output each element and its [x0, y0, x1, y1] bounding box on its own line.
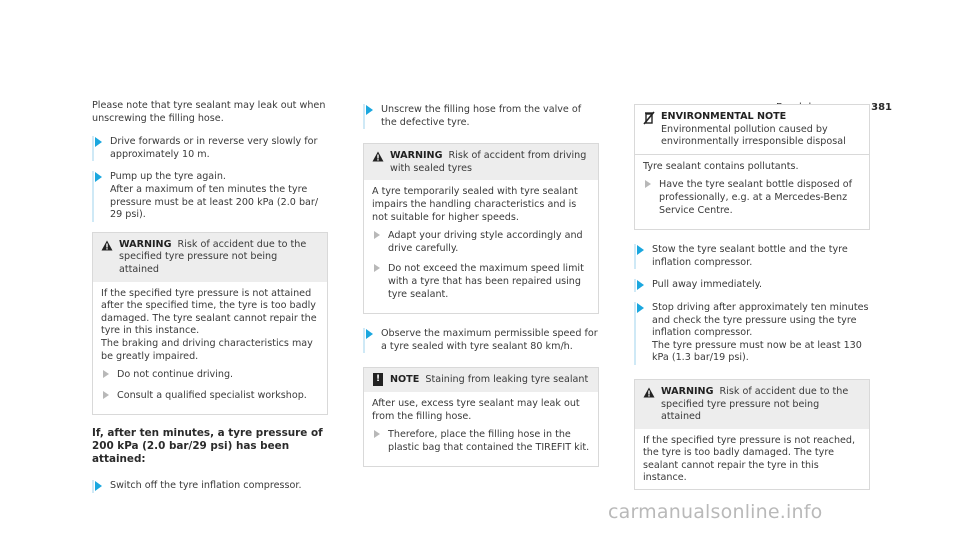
- step-text: Pump up the tyre again. After a maximum of ten minutes the tyre pressure must be at least 200 kPa (2.0 bar/ 29 psi).: [110, 171, 319, 221]
- arrow-right-icon: [103, 391, 109, 399]
- warning-triangle-icon: [372, 151, 384, 162]
- warning-body: [364, 180, 598, 313]
- environmental-note-item-text: Have the tyre sealant bottle disposed of professionally, e.g. at a Mercedes-Benz Service Centre.: [659, 179, 852, 216]
- no-waste-icon: [643, 111, 655, 125]
- column-1: [92, 100, 328, 503]
- environmental-note-item: [643, 179, 861, 217]
- arrow-right-icon: [637, 245, 644, 255]
- note-box: [363, 367, 599, 467]
- environmental-note-header: [635, 105, 869, 154]
- warning-item: [101, 369, 319, 382]
- intro-text: Please note that tyre sealant may leak out when unscrewing the filling hose.: [92, 100, 326, 124]
- warning-triangle-icon: [101, 240, 113, 251]
- arrow-right-icon: [374, 264, 380, 272]
- note-title: Staining from leaking tyre sealant: [425, 374, 589, 386]
- note-body: [364, 392, 598, 466]
- environmental-note-box: [634, 104, 870, 230]
- note-item-text: Therefore, place the filling hose in the plastic bag that contained the TIREFIT kit.: [388, 429, 590, 453]
- environmental-note-label: ENVIRONMENTAL NOTE: [661, 111, 787, 122]
- arrow-right-icon: [637, 280, 644, 290]
- arrow-right-icon: [637, 303, 644, 313]
- step-text: Stop driving after approximately ten minutes and check the tyre pressure using the tyre inflation compressor. The tyre pressure must now be at least 130 kPa (1.3 bar/19 psi).: [652, 301, 869, 364]
- environmental-note-text: Tyre sealant contains pollutants.: [643, 160, 799, 172]
- step-bar: [363, 328, 365, 353]
- column-3: [634, 104, 870, 502]
- step-bullet: [363, 328, 599, 353]
- step-bar: [634, 302, 636, 365]
- step-bar: [92, 171, 94, 221]
- arrow-right-icon: [645, 180, 651, 188]
- warning-text: If the specified tyre pressure is not attained after the specified time, the tyre is too badly damaged. The tyre sealant cannot repair the tyre in this instance. The braking and driving characteristics may be greatly impaired.: [101, 287, 317, 362]
- warning-box: [92, 232, 328, 416]
- step-bar: [92, 480, 94, 493]
- warning-header: [364, 144, 598, 180]
- note-item: [372, 429, 590, 454]
- page-number: 381: [871, 102, 892, 113]
- arrow-right-icon: [366, 105, 373, 115]
- step-bar: [363, 104, 365, 129]
- step-text: Switch off the tyre inflation compressor.: [110, 480, 302, 492]
- note-text: After use, excess tyre sealant may leak out from the filling hose.: [372, 397, 580, 422]
- warning-item-text: Adapt your driving style accordingly and drive carefully.: [388, 230, 583, 254]
- warning-item-text: Do not exceed the maximum speed limit with a tyre that has been repaired using tyre sealant.: [388, 263, 584, 300]
- step-text: Pull away immediately.: [652, 279, 762, 291]
- step-bar: [92, 136, 94, 161]
- warning-label: WARNING: [119, 238, 172, 250]
- warning-body: [93, 282, 327, 415]
- exclamation-square-icon: !: [373, 373, 383, 386]
- arrow-right-icon: [374, 430, 380, 438]
- warning-box: [363, 143, 599, 314]
- warning-header: [635, 380, 869, 429]
- step-bar: [634, 279, 636, 292]
- warning-triangle-icon: [643, 387, 655, 398]
- warning-title: Risk of accident due to the specified tyre pressure not being attained: [119, 238, 307, 275]
- step-bullet: [634, 279, 870, 292]
- warning-text: If the specified tyre pressure is not reached, the tyre is too badly damaged. The tyre sealant cannot repair the tyre in this instance.: [643, 434, 856, 484]
- environmental-note-body: [635, 154, 869, 229]
- warning-text: A tyre temporarily sealed with tyre sealant impairs the handling characteristics and is not suitable for higher speeds.: [372, 186, 578, 223]
- step-bullet: [92, 480, 328, 493]
- warning-item: [372, 263, 590, 301]
- step-bullet: [363, 104, 599, 129]
- step-text: Drive forwards or in reverse very slowly for approximately 10 m.: [110, 136, 318, 160]
- condition-heading: If, after ten minutes, a tyre pressure of 200 kPa (2.0 bar/29 psi) has been attained:: [92, 427, 323, 466]
- note-label: NOTE: [390, 374, 420, 386]
- arrow-right-icon: [374, 231, 380, 239]
- warning-item-text: Consult a qualified specialist workshop.: [117, 389, 307, 401]
- warning-item: [101, 390, 319, 403]
- note-header: [364, 368, 598, 392]
- warning-label: WARNING: [661, 385, 714, 397]
- arrow-right-icon: [103, 370, 109, 378]
- warning-title: Risk of accident from driving with sealed tyres: [390, 150, 587, 174]
- environmental-note-title: Environmental pollution caused by environmentally irresponsible disposal: [661, 123, 846, 148]
- warning-body: [635, 429, 869, 489]
- column-2: [363, 104, 599, 479]
- step-text: Stow the tyre sealant bottle and the tyre inflation compressor.: [652, 244, 848, 268]
- step-text: Unscrew the filling hose from the valve of the defective tyre.: [381, 104, 582, 128]
- warning-box: [634, 379, 870, 490]
- arrow-right-icon: [95, 481, 102, 491]
- warning-title: Risk of accident due to the specified tyre pressure not being attained: [661, 385, 849, 423]
- warning-header: [93, 233, 327, 282]
- warning-label: WARNING: [390, 150, 443, 162]
- arrow-right-icon: [95, 172, 102, 182]
- warning-item-text: Do not continue driving.: [117, 369, 234, 381]
- arrow-right-icon: [95, 137, 102, 147]
- arrow-right-icon: [366, 329, 373, 339]
- step-text: Observe the maximum permissible speed for a tyre sealed with tyre sealant 80 km/h.: [381, 328, 598, 352]
- step-bullet: [92, 136, 328, 161]
- step-bullet: [634, 302, 870, 365]
- warning-item: [372, 230, 590, 255]
- step-bar: [634, 244, 636, 269]
- watermark: carmanualsonline.info: [608, 501, 823, 523]
- step-bullet: [634, 244, 870, 269]
- step-bullet: [92, 171, 328, 221]
